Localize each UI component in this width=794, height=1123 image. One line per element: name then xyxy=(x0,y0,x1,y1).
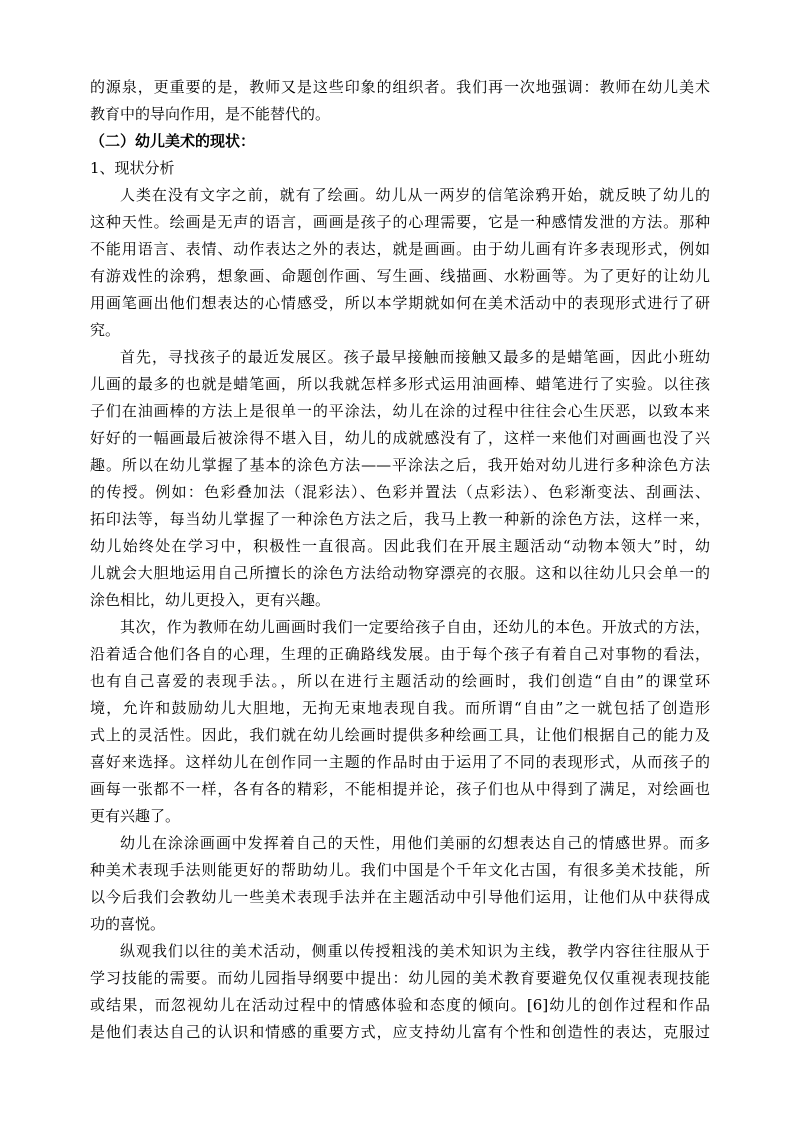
text-line: 画每一张都不一样，各有各的精彩，不能相提并论，孩子们也从中得到了满足，对绘画也 xyxy=(90,780,710,798)
text-line: 首先，寻找孩子的最近发展区。孩子最早接触而接触又最多的是蜡笔画，因此小班幼 xyxy=(120,348,710,366)
section-heading: （二）幼儿美术的现状： xyxy=(90,132,256,150)
text-line: 幼儿始终处在学习中，积极性一直很高。因此我们在开展主题活动“动物本领大”时，幼 xyxy=(90,537,710,555)
text-line: 用画笔画出他们想表达的心情感受，所以本学期就如何在美术活动中的表现形式进行了研 xyxy=(90,294,710,312)
text-line: 教育中的导向作用，是不能替代的。 xyxy=(90,105,331,123)
text-line: 喜好来选择。这样幼儿在创作同一主题的作品时由于运用了不同的表现形式，从而孩子的 xyxy=(90,753,710,771)
text-line: 儿就会大胆地运用自己所擅长的涂色方法给动物穿漂亮的衣服。这和以往幼儿只会单一的 xyxy=(90,564,710,582)
text-line: 儿画的最多的也就是蜡笔画，所以我就怎样多形式运用油画棒、蜡笔进行了实验。以往孩 xyxy=(90,375,710,393)
text-line: 的源泉，更重要的是，教师又是这些印象的组织者。我们再一次地强调：教师在幼儿美术 xyxy=(90,78,710,96)
text-line: 不能用语言、表情、动作表达之外的表达，就是画画。由于幼儿画有许多表现形式，例如 xyxy=(90,240,710,258)
text-line: 趣。所以在幼儿掌握了基本的涂色方法——平涂法之后，我开始对幼儿进行多种涂色方法 xyxy=(90,456,710,474)
text-line: 以今后我们会教幼儿一些美术表现手法并在主题活动中引导他们运用，让他们从中获得成 xyxy=(90,888,710,906)
text-line: 纵观我们以往的美术活动，侧重以传授粗浅的美术知识为主线，教学内容往往服从于 xyxy=(120,942,710,960)
text-line: 种美术表现手法则能更好的帮助幼儿。我们中国是个千年文化古国，有很多美术技能，所 xyxy=(90,861,710,879)
text-line: 这种天性。绘画是无声的语言，画画是孩子的心理需要，它是一种感情发泄的方法。那种 xyxy=(90,213,710,231)
text-line: 涂色相比，幼儿更投入，更有兴趣。 xyxy=(90,591,331,609)
text-line: 其次，作为教师在幼儿画画时我们一定要给孩子自由，还幼儿的本色。开放式的方法， xyxy=(120,618,710,636)
text-line: 1、现状分析 xyxy=(90,159,175,177)
text-line: 人类在没有文字之前，就有了绘画。幼儿从一两岁的信笔涂鸦开始，就反映了幼儿的 xyxy=(120,186,710,204)
text-line: 沿着适合他们各自的心理，生理的正确路线发展。由于每个孩子有着自己对事物的看法， xyxy=(90,645,710,663)
text-line: 幼儿在涂涂画画中发挥着自己的天性，用他们美丽的幻想表达自己的情感世界。而多 xyxy=(120,834,710,852)
text-line: 的传授。例如：色彩叠加法（混彩法）、色彩并置法（点彩法）、色彩渐变法、刮画法、 xyxy=(90,483,710,501)
text-line: 功的喜悦。 xyxy=(90,915,166,933)
text-line: 境，允许和鼓励幼儿大胆地，无拘无束地表现自我。而所谓“自由”之一就包括了创造形 xyxy=(90,699,710,717)
text-line: 也有自己喜爱的表现手法。，所以在进行主题活动的绘画时，我们创造“自由”的课堂环 xyxy=(90,672,710,690)
text-line: 子们在油画棒的方法上是很单一的平涂法，幼儿在涂的过程中往往会心生厌恶，以致本来 xyxy=(90,402,710,420)
text-line: 是他们表达自己的认识和情感的重要方式，应支持幼儿富有个性和创造性的表达，克服过 xyxy=(90,1023,710,1041)
text-line: 或结果，而忽视幼儿在活动过程中的情感体验和态度的倾向。[6]幼儿的创作过程和作品 xyxy=(90,996,710,1014)
text-line: 式上的灵活性。因此，我们就在幼儿绘画时提供多种绘画工具，让他们根据自己的能力及 xyxy=(90,726,710,744)
text-line: 究。 xyxy=(90,321,121,339)
text-line: 拓印法等，每当幼儿掌握了一种涂色方法之后，我马上教一种新的涂色方法，这样一来， xyxy=(90,510,710,528)
document-page xyxy=(90,74,710,1046)
text-line: 学习技能的需要。而幼儿园指导纲要中提出：幼儿园的美术教育要避免仅仅重视表现技能 xyxy=(90,969,710,987)
text-line: 有游戏性的涂鸦，想象画、命题创作画、写生画、线描画、水粉画等。为了更好的让幼儿 xyxy=(90,267,710,285)
text-line: 好好的一幅画最后被涂得不堪入目，幼儿的成就感没有了，这样一来他们对画画也没了兴 xyxy=(90,429,710,447)
text-line: 更有兴趣了。 xyxy=(90,807,181,825)
